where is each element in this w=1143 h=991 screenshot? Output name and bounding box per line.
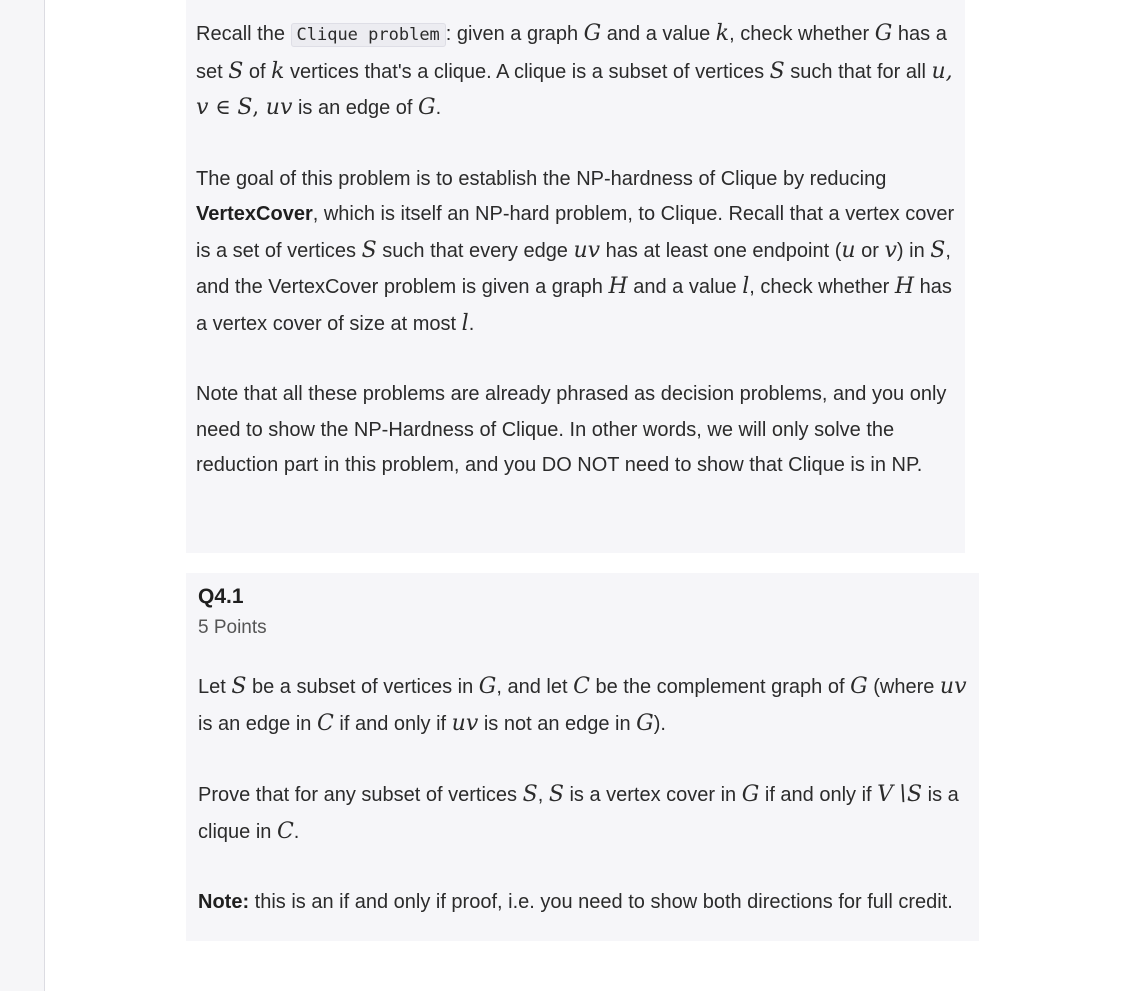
question-4-1-panel: [186, 573, 979, 941]
question-note: Note: this is an if and only if proof, i.e. you need to show both directions for full credit.: [198, 891, 953, 913]
question-title: Q4.1: [198, 585, 244, 608]
problem-intro-panel: [186, 0, 965, 553]
intro-paragraph-1: Recall the Clique problem : given a graph G and a value k, check whether G has a set S of k vertices that's a clique. A clique is a subset of vertices S such that for all u, v ∈ S, uv is an edge of G.: [196, 21, 953, 120]
question-paragraph-1: Let S be a subset of vertices in G, and let C be the complement graph of G (where uv is an edge in C if and only if uv is not an edge in G).: [198, 674, 967, 736]
left-sidebar-gutter: [0, 0, 45, 991]
note-label: Note:: [198, 891, 250, 913]
question-paragraph-2: Prove that for any subset of vertices S, S is a vertex cover in G if and only if V∖S is a clique in C.: [198, 782, 959, 844]
intro-paragraph-3: Note that all these problems are already phrased as decision problems, and you only need to show the NP-Hardness of Clique. In other words, we will only solve the reduction part in this problem, and you DO NOT need to show that Clique is in NP.: [196, 383, 947, 476]
clique-problem-code: Clique problem: [291, 23, 446, 47]
question-points: 5 Points: [198, 617, 267, 638]
intro-paragraph-2: The goal of this problem is to establish the NP-hardness of Clique by reducing VertexCover, which is itself an NP-hard problem, to Clique. Recall that a vertex cover is a set of vertices S such that every edge uv has at least one endpoint (u or v) in S, and the VertexCover problem is given a graph H and a value l, check whether H has a vertex cover of size at most l.: [196, 167, 955, 336]
vertexcover-term: VertexCover: [196, 203, 313, 225]
